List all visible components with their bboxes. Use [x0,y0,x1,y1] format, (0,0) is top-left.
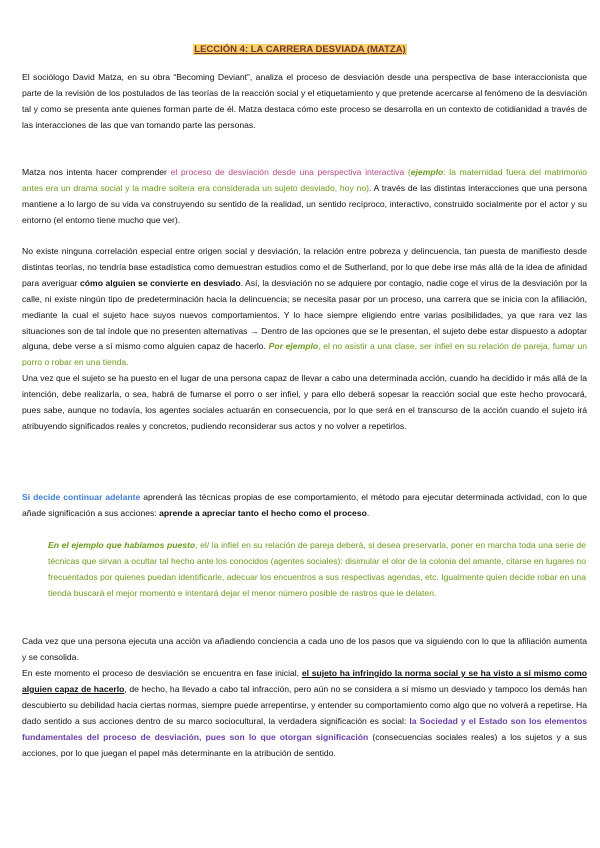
lesson-title [0,44,600,55]
paragraph-techniques: Si decide continuar adelante aprenderá las técnicas propias de ese comportamiento, el método para ejecutar determinada actividad, con lo que añade significación a sus acciones: aprende a apreciar tanto el hecho como el proceso. [22,492,587,518]
lesson-title-text: LECCIÓN 4: LA CARRERA DESVIADA (MATZA) [194,44,406,55]
paragraph-example: En el ejemplo que habíamos puesto, el/ la infiel en su relación de pareja deberá, si desea preservarla, poner en marcha toda una serie de técnicas que sirvan a ocultar tal hecho ante los conocidos (agentes sociales): disimular el olor de la colonia del amante, citarse en lugares no frecuentados por quienes puedan identificarle, adecuar los encuentros a sus respectivas agendas, etc. Igualmente quien decide robar en una tienda buscará el mejor momento e intentará dejar el menor número posible de rastros que le delaten. [48,540,586,598]
paragraph-affiliation: No existe ninguna correlación especial entre origen social y desviación, la relación entre pobreza y delincuencia, tan puesta de manifiesto desde distintas teorías, no tendría base estadística como demuestran estudios como el de Sutherland, por lo que debe irse más allá de la idea de afinidad para averiguar cómo alguien se convierte en desviado. Así, la desviación no se adquiere por contagio, nadie coge el virus de la desviación por la calle, ni existe ningún tipo de predeterminación hacia la delincuencia; se necesita pasar por un proceso, una carrera que se inicia con la afiliación, mediante la cual el sujeto hace suyos nuevos comportamientos. Y lo hace siempre eligiendo entre varias posibilidades, ya que rara vez las situaciones son de tal índole que no presenten alternativas → Dentro de las opciones que se le presentan, el sujeto debe estar dispuesto a adoptar alguna, debe verse a sí mismo como alguien capaz de hacerlo. Por ejemplo, el no asistir a una clase, ser infiel en su relación de pareja, fumar un porro o robar en una tienda. [22,246,587,368]
paragraph-initial-phase: En este momento el proceso de desviación se encuentra en fase inicial, el sujeto ha infringido la norma social y se ha visto a sí mismo como alguien capaz de hacerlo, de hecho, ha llevado a cabo tal infracción, pero aún no se considera a sí mismo un desviado y tampoco los demás han descubierto su debilidad hacia ciertas normas, siempre puede arrepentirse, y entender su comportamiento como algo que no volverá a repetirse. Ha dado sentido a sus acciones dentro de su marco sociocultural, la verdadera significación es social: la Sociedad y el Estado son los elementos fundamentales del proceso de desviación, pues son lo que otorgan significación (consecuencias sociales reales) a los sujetos y a sus acciones, por lo que juegan el papel más determinante en la atribución de sentido. [22,668,587,758]
paragraph-interactive-perspective: Matza nos intenta hacer comprender el proceso de desviación desde una perspectiva interactiva (ejemplo: la maternidad fuera del matrimonio antes era un drama social y la madre soltera era considerada un sujeto desviado, hoy no). A través de las distintas interacciones que una persona mantiene a lo largo de su vida va construyendo su sentido de la realidad, un sentido recíproco, interactivo, construido socialmente por el actor y su entorno (el entorno tiene mucho que ver). [22,167,587,225]
paragraph-action: Una vez que el sujeto se ha puesto en el lugar de una persona capaz de llevar a cabo una determinada acción, cuando ha decidido ir más allá de la intención, debe realizarla, o sea, habrá de fumarse el porro o ser infiel, y para ello deberá sopesar la reacción social que este hecho provocará, pues sabe, aunque no todavía, los agentes sociales actuarán en consecuencia, por lo que será en el transcurso de la acción cuando el sujeto irá atribuyendo significados reales y concretos, pudiendo reconsiderar sus actos y no volver a repetirlos. [22,373,587,431]
paragraph-intro: El sociólogo David Matza, en su obra “Becoming Deviant”, analiza el proceso de desviación desde una perspectiva de base interaccionista que parte de la revisión de los postulados de las teorías de la reacción social y el etiquetamiento y que pretende acercarse al fenómeno de la desviación tal y como se presenta ante quienes forman parte de él. Matza destaca cómo este proceso se desarrolla en un contexto de cotidianidad a través de las interacciones de las que van tomando parte las personas. [22,72,587,130]
paragraph-consolidation: Cada vez que una persona ejecuta una acción va añadiendo conciencia a cada uno de los pasos que va siguiendo con lo que la afiliación aumenta y se consolida. [22,636,587,662]
